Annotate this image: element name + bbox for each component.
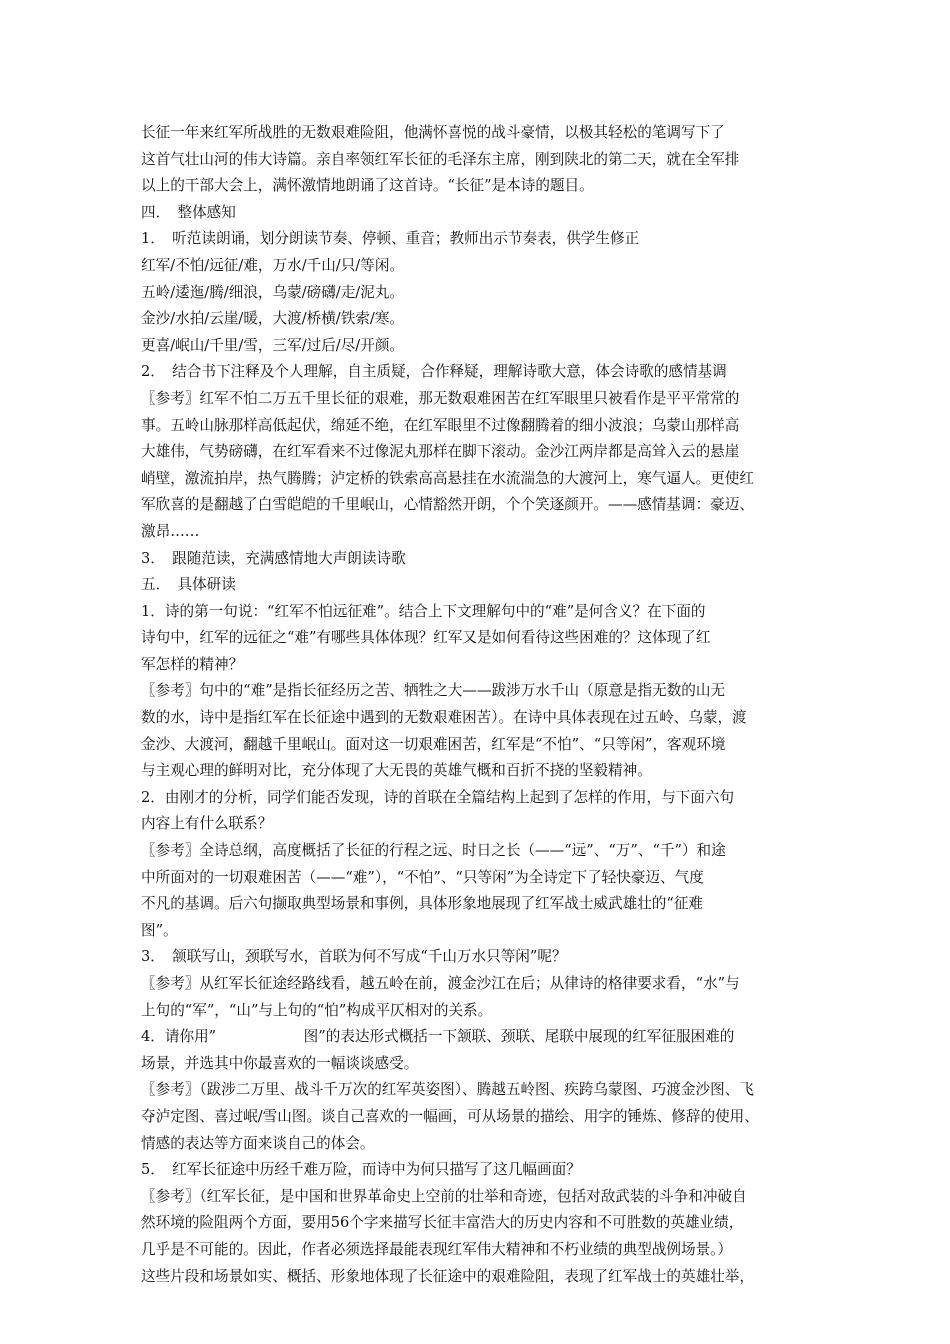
- text-line: 以上的干部大会上，满怀激情地朗诵了这首诗。“长征”是本诗的题目。: [141, 177, 594, 195]
- reference-line: 夺泸定图、喜过岷/雪山图。谈自己喜欢的一幅画，可从场景的描绘、用字的锤炼、修辞的使用、: [141, 1107, 759, 1125]
- poem-line: 金沙/水拍/云崖/暖，大渡/桥横/铁索/寒。: [141, 310, 405, 328]
- question-line: 3． 跟随范读，充满感情地大声朗读诗歌: [141, 549, 406, 567]
- poem-line: 红军/不怕/远征/难，万水/千山/只/等闲。: [141, 256, 405, 274]
- question-line: 2． 结合书下注释及个人理解，自主质疑，合作释疑，理解诗歌大意，体会诗歌的感情基调: [141, 363, 727, 381]
- reference-line: 〖参考〗（红军长征，是中国和世界革命史上空前的壮举和奇迹，包括对敌武装的斗争和冲破自: [141, 1187, 747, 1205]
- question-line: 1． 听范读朗诵，划分朗读节奏、停顿、重音；教师出示节奏表，供学生修正: [141, 230, 640, 248]
- question-line: 3． 颔联写山，颈联写水，首联为何不写成“千山万水只等闲”呢？: [141, 948, 567, 966]
- reference-line: 几乎是不可能的。因此，作者必须选择最能表现红军伟大精神和不朽业绩的典型战例场景。）: [141, 1240, 733, 1258]
- text-line: 长征一年来红军所战胜的无数艰难险阻，他满怀喜悦的战斗豪情，以极其轻松的笔调写下了: [141, 124, 725, 141]
- reference-line: 数的水，诗中是指红军在长征途中遇到的无数艰难困苦）。在诗中具体表现在过五岭、乌蒙，渡: [141, 709, 747, 727]
- reference-line: 大雄伟，气势磅礴，在红军看来不过像泥丸那样在脚下滚动。金沙江两岸都是高耸入云的悬崖: [141, 443, 740, 461]
- reference-line: 事。五岭山脉那样高低起伏，绵延不绝，在红军眼里不过像翻腾着的细小波浪；乌蒙山那样高: [141, 416, 740, 434]
- reference-line: 〖参考〗全诗总纲，高度概括了长征的行程之远、时日之长（——“远”、“万”、“千”）和途: [141, 842, 726, 860]
- section-heading: 五． 具体研读: [141, 576, 236, 594]
- reference-line: 〖参考〗红军不怕二万五千里长征的艰难，那无数艰难困苦在红军眼里只被看作是平平常常的: [141, 389, 740, 407]
- reference-line: 〖参考〗（跋涉二万里、战斗千万次的红军英姿图）、腾越五岭图、疾跨乌蒙图、巧渡金沙图、飞: [141, 1081, 754, 1099]
- reference-line: 军欣喜的是翻越了白雪皑皑的千里岷山，心情豁然开朗，个个笑逐颜开。——感情基调：豪迈、: [141, 496, 754, 514]
- poem-line: 更喜/岷山/千里/雪，三军/过后/尽/开颜。: [141, 336, 405, 354]
- question-line: 1．诗的第一句说：“红军不怕远征难”。结合上下文理解句中的“难”是何含义？在下面的: [141, 602, 706, 620]
- question-line: 4．请你用” 图”的表达形式概括一下颔联、颈联、尾联中展现的红军征服困难的: [141, 1028, 735, 1046]
- reference-line: 金沙、大渡河，翻越千里岷山。面对这一切艰难困苦，红军是“不怕”、“只等闲”，客观环境: [141, 735, 726, 753]
- reference-line: 图”。: [141, 921, 178, 939]
- reference-line: 然环境的险阻两个方面，要用56个字来描写长征丰富浩大的历史内容和不可胜数的英雄业绩，: [141, 1214, 744, 1232]
- reference-line: 与主观心理的鲜明对比，充分体现了大无畏的英雄气概和百折不挠的坚毅精神。: [141, 762, 652, 780]
- question-line: 2．由刚才的分析，同学们能否发现，诗的首联在全篇结构上起到了怎样的作用，与下面六句: [141, 788, 735, 806]
- question-line: 内容上有什么联系？: [141, 815, 273, 833]
- poem-line: 五岭/逶迤/腾/细浪，乌蒙/磅礴/走/泥丸。: [141, 283, 405, 301]
- document-body: [141, 120, 821, 1290]
- reference-line: 上句的“军”，“山”与上句的“怕”构成平仄相对的关系。: [141, 1001, 493, 1019]
- text-line: 这首气壮山河的伟大诗篇。亲自率领红军长征的毛泽东主席，刚到陕北的第二天，就在全军排: [141, 150, 740, 168]
- section-heading: 四． 整体感知: [141, 203, 236, 221]
- reference-line: 这些片段和场景如实、概括、形象地体现了长征途中的艰难险阻，表现了红军战士的英雄壮举，: [141, 1267, 754, 1285]
- question-line: 诗句中，红军的远征之“难”有哪些具体体现？红军又是如何看待这些困难的？这体现了红: [141, 629, 711, 647]
- reference-line: 情感的表达等方面来谈自己的体会。: [141, 1134, 375, 1152]
- question-line: 场景，并选其中你最喜欢的一幅谈谈感受。: [141, 1054, 419, 1072]
- reference-line: 〖参考〗句中的“难”是指长征经历之苦、牺牲之大——跋涉万水千山（原意是指无数的山无: [141, 682, 726, 700]
- question-line: 5． 红军长征途中历经千难万险，而诗中为何只描写了这几幅画面？: [141, 1161, 581, 1179]
- question-line: 军怎样的精神？: [141, 655, 244, 673]
- reference-line: 中所面对的一切艰难困苦（——“难”），“不怕”、“只等闲”为全诗定下了轻快豪迈、气度: [141, 868, 704, 886]
- reference-line: 〖参考〗从红军长征途经路线看，越五岭在前，渡金沙江在后；从律诗的格律要求看，“水”与: [141, 975, 740, 992]
- reference-line: 不凡的基调。后六句撷取典型场景和事例，具体形象地展现了红军战士威武雄壮的“征难: [141, 895, 704, 913]
- reference-line: 激昂……: [141, 522, 200, 540]
- reference-line: 峭壁，激流拍岸，热气腾腾；泸定桥的铁索高高悬挂在水流湍急的大渡河上，寒气逼人。更使红: [141, 469, 754, 487]
